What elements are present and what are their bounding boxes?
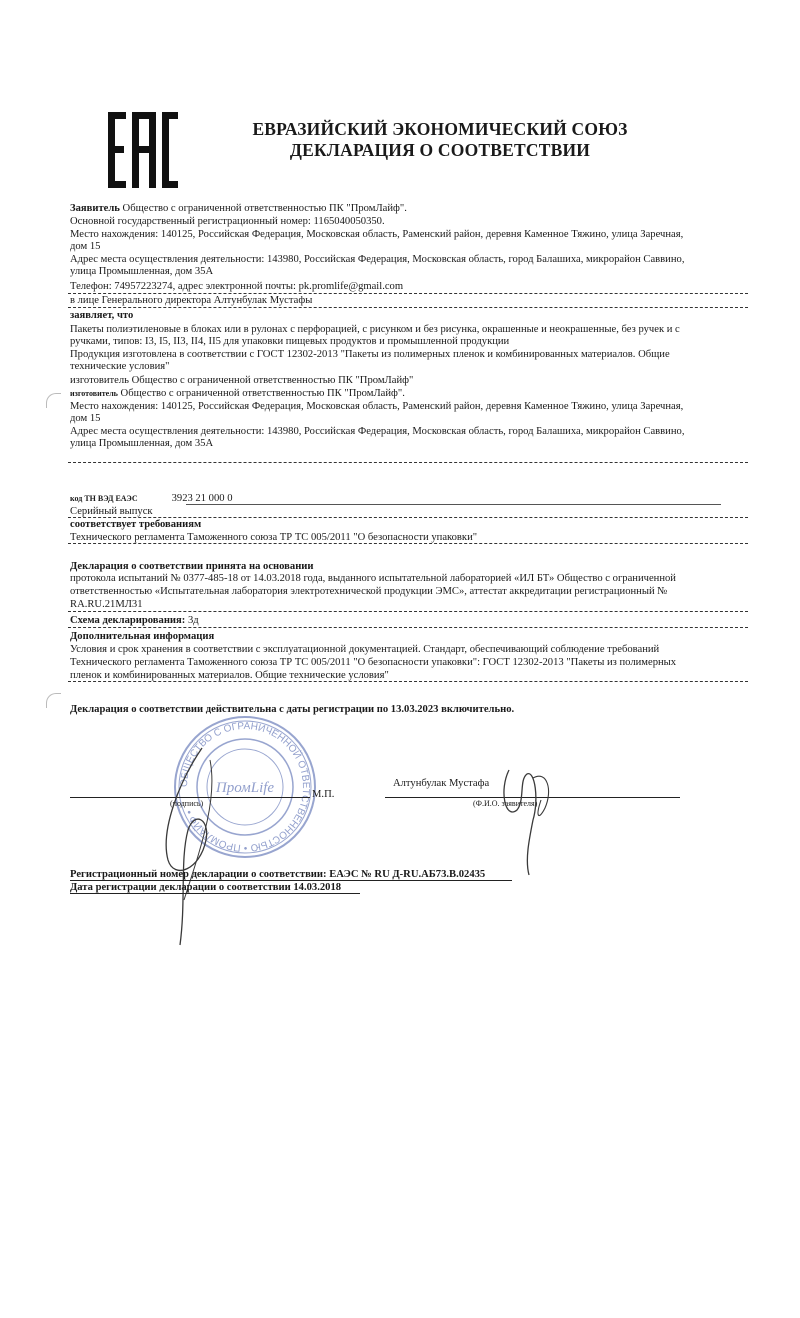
manufacturer2-line: [70, 387, 405, 400]
hole-punch-mark: [46, 393, 61, 408]
divider: [68, 543, 748, 544]
basis-protocol: протокола испытаний № 0377-485-18 от 14.03.2018 года, выданного испытательной лабораторией «ИЛ БТ» Общество с ограниченной: [70, 573, 676, 584]
conforms-label: соответствует требованиям: [70, 519, 202, 530]
divider: [68, 681, 748, 682]
registration-date: Дата регистрации декларации о соответствии 14.03.2018: [70, 882, 342, 893]
divider: [68, 307, 748, 308]
manufacturer-activity-address-cont: улица Промышленная, дом 35А: [70, 438, 214, 449]
product-standard-cont: технические условия": [70, 361, 170, 372]
applicant-label: Заявитель: [70, 203, 120, 214]
manufacturer-address-cont: дом 15: [70, 413, 101, 424]
document-title: ДЕКЛАРАЦИЯ О СООТВЕТСТВИИ: [289, 140, 591, 160]
validity-statement: Декларация о соответствии действительна с даты регистрации по 13.03.2023 включительно.: [70, 704, 515, 715]
tnved-label: код ТН ВЭД ЕАЭС: [70, 494, 138, 503]
manufacturer-address: Место нахождения: 140125, Российская Федерация, Московская область, Раменский район, деревня Каменное Тяжино, улица Заречная,: [70, 401, 684, 412]
svg-text:ПромLife: ПромLife: [215, 780, 275, 796]
tnved-value: 3923 21 000 0: [171, 493, 233, 504]
basis-label: Декларация о соответствии принята на основании: [70, 561, 314, 572]
signer-name: Алтунбулак Мустафа: [393, 778, 490, 789]
manufacturer-label: изготовитель: [70, 375, 129, 386]
applicant-address: Место нахождения: 140125, Российская Федерация, Московская область, Раменский район, деревня Каменное Тяжино, улица Заречная,: [70, 229, 684, 240]
hole-punch-mark: [46, 693, 61, 708]
manufacturer2-name: Общество с ограниченной ответственностью ПК "ПромЛайф".: [117, 388, 405, 399]
product-description-cont: ручками, типов: I3, I5, II3, II4, II5 для упаковки пищевых продуктов и промышленной продукции: [70, 336, 510, 347]
scheme-label: Схема декларирования:: [70, 615, 186, 626]
divider: [68, 627, 748, 628]
additional-info-label: Дополнительная информация: [70, 631, 215, 642]
union-title: ЕВРАЗИЙСКИЙ ЭКОНОМИЧЕСКИЙ СОЮЗ: [252, 119, 628, 139]
additional-info-line: Технического регламента Таможенного союза ТР ТС 005/2011 "О безопасности упаковки": ГОСТ 12302-2013 "Пакеты из полимерных: [70, 657, 677, 668]
technical-regulation: Технического регламента Таможенного союза ТР ТС 005/2011 "О безопасности упаковки": [70, 532, 478, 543]
manufacturer-activity-address: Адрес места осуществления деятельности: 143980, Российская Федерация, Московская область, город Балашиха, микрорайон Саввино,: [70, 426, 685, 437]
applicant-activity-address: Адрес места осуществления деятельности: 143980, Российская Федерация, Московская область, город Балашиха, микрорайон Саввино,: [70, 254, 685, 265]
manufacturer-line: [70, 374, 413, 387]
name-caption: (Ф.И.О. заявителя): [473, 799, 538, 808]
stamp-place-label: М.П.: [312, 789, 335, 800]
applicant-name: Общество с ограниченной ответственностью ПК "ПромЛайф".: [119, 203, 407, 214]
product-description: Пакеты полиэтиленовые в блоках или в рулонах с перфорацией, с рисунком и без рисунка, окрашенные и неокрашенные, без ручек и с: [70, 324, 680, 335]
svg-text:ОБЩЕСТВО С ОГРАНИЧЕННОЙ ОТВЕТС: ОБЩЕСТВО С ОГРАНИЧЕННОЙ ОТВЕТСТВЕННОСТЬЮ • ПРОМЛАЙФ •: [178, 720, 312, 854]
handwritten-signature: [495, 760, 565, 880]
handwritten-signature: [140, 740, 260, 950]
applicant-line: [70, 202, 407, 215]
scheme-value: 3д: [185, 615, 199, 626]
additional-info-line: пленок и комбинированных материалов. Общие технические условия": [70, 670, 389, 681]
tnved-underline: [186, 504, 721, 505]
divider: [68, 462, 748, 463]
applicant-ogrn: Основной государственный регистрационный номер: 1165040050350.: [70, 216, 385, 227]
applicant-contacts: Телефон: 74957223274, адрес электронной почты: pk.promlife@gmail.com: [70, 281, 404, 292]
manufacturer2-label: изготовитель: [70, 389, 118, 398]
registration-number: Регистрационный номер декларации о соответствии: ЕАЭС № RU Д-RU.АБ73.В.02435: [70, 869, 486, 880]
manufacturer-name: Общество с ограниченной ответственностью ПК "ПромЛайф": [129, 375, 414, 386]
basis-accreditation: RA.RU.21МЛ31: [70, 599, 143, 610]
declares-label: заявляет, что: [70, 310, 134, 321]
registration-underline: [70, 893, 360, 894]
applicant-activity-address-cont: улица Промышленная, дом 35А: [70, 266, 214, 277]
eac-logo: [108, 112, 178, 188]
applicant-address-cont: дом 15: [70, 241, 101, 252]
basis-laboratory: ответственностью «Испытательная лаборатория электротехнической продукции ЭМС», аттестат аккредитации регистрационный №: [70, 586, 668, 597]
additional-info-line: Условия и срок хранения в соответствии с эксплуатационной документацией. Стандарт, обеспечивающий соблюдение требований: [70, 644, 660, 655]
applicant-representative: в лице Генерального директора Алтунбулак Мустафы: [70, 295, 313, 306]
scheme-line: [70, 614, 199, 627]
signature-caption: (подпись): [170, 799, 204, 808]
product-standard: Продукция изготовлена в соответствии с ГОСТ 12302-2013 "Пакеты из полимерных пленок и комбинированных материалов. Общие: [70, 349, 670, 360]
divider: [68, 611, 748, 612]
serial-release: Серийный выпуск: [70, 506, 153, 517]
